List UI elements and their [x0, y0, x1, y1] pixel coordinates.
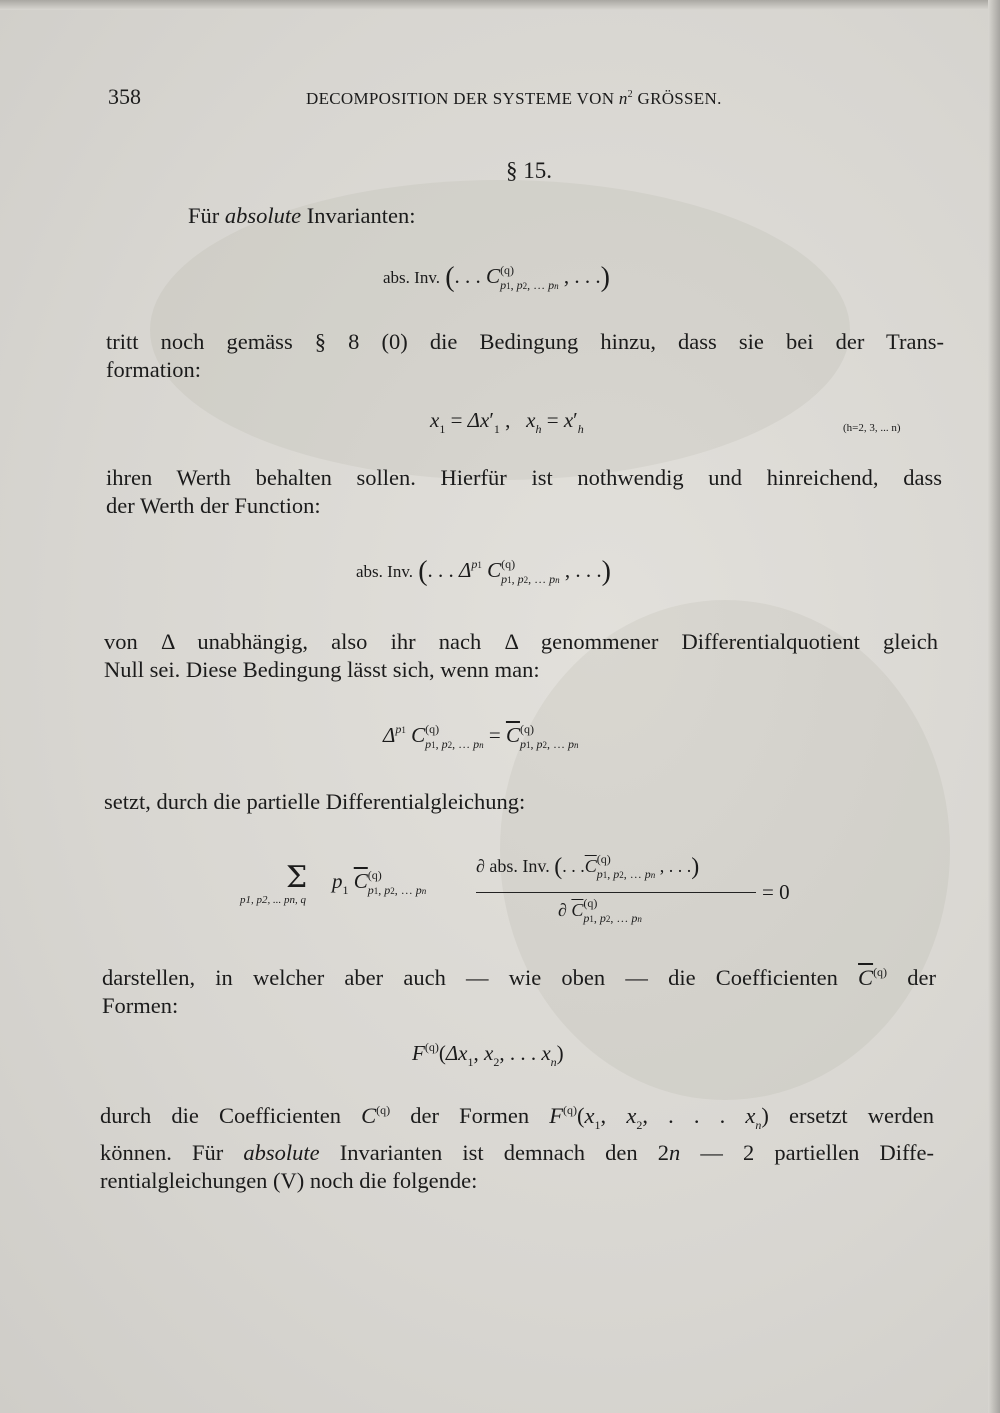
text-line: formation:	[106, 357, 201, 382]
formula-denominator: ∂ $\overline{C}^{(q)}_{p1, p2, \dots pn}$	[558, 896, 642, 925]
text-line: der Werth der Function:	[106, 493, 321, 518]
paragraph-5	[102, 958, 936, 1020]
paragraph-4: setzt, durch die partielle Differentialgleichung:	[104, 789, 526, 814]
formula-rhs: = 0	[762, 880, 790, 904]
text-line: tritt noch gemäss § 8 (0) die Bedingung hinzu, dass sie bei der Trans-	[106, 329, 944, 354]
text-line: Null sei. Diese Bedingung lässt sich, wenn man:	[104, 657, 540, 682]
formula-lhs: $p_1$ $\overline{C}^{(q)}_{p1, p2, \dots pn}$	[332, 868, 427, 897]
text-line: rentialgleichungen (V) noch die folgende:	[100, 1168, 478, 1193]
section-heading: § 15.	[506, 158, 552, 183]
formula-forms: $F^{(q)}(\Delta x_1$, $x_2$, . . . $x_n$)	[412, 1040, 564, 1069]
formula-pde	[236, 850, 816, 940]
text-line: durch die Coefficienten $C^{(q)}$ der Formen $F^{(q)}(x_1$, $x_2$, . . . $x_n$) ersetzt werden	[100, 1103, 935, 1132]
text-line: von Δ unabhängig, also ihr nach Δ genommener Differentialquotient gleich	[104, 629, 938, 654]
text-line: können. Für absolute Invarianten ist demnach den 2n — 2 partiellen Diffe-	[100, 1140, 935, 1165]
text-line: ihren Werth behalten sollen. Hierfür ist nothwendig und hinreichend, dass	[106, 465, 942, 490]
summation-sign: Σ	[286, 860, 308, 895]
paragraph-2	[106, 464, 942, 520]
formula-transformation: $x_1 = \Delta x'_1$ , $x_h = x'_h$	[430, 408, 584, 436]
scan-edge-right	[988, 0, 1000, 1413]
running-title: DECOMPOSITION DER SYSTEME VON $n^2$ GRÖSSEN.	[306, 89, 722, 108]
paragraph-1	[106, 328, 944, 384]
text-line: darstellen, in welcher aber auch — wie oben — die Coefficienten $\overline{C}^{(q)}$ der	[102, 965, 937, 990]
scan-edge-top	[0, 0, 1000, 10]
paragraph-3	[104, 628, 938, 684]
text-line: Formen:	[102, 993, 179, 1018]
page-number: 358	[108, 84, 141, 109]
intro-text: Für absolute Invarianten:	[188, 203, 416, 228]
paragraph-6	[100, 1096, 934, 1195]
sum-index: p1, p2, ... pn, q	[240, 894, 306, 906]
formula-numerator: ∂ abs. Inv. (. . $.\overline{C}^{(q)}_{p1, p2, \dots pn}$ , . . .)	[476, 852, 700, 881]
fraction-bar	[476, 892, 756, 893]
formula-range: (h=2, 3, ... n)	[843, 422, 901, 434]
formula-abs-inv-delta: abs. Inv. (. . . $\Delta^{p1}$ $C^{(q)}_{p1, p2, \dots pn}$ , . . .)	[356, 556, 611, 587]
formula-substitution: $\Delta^{p1}$ $C^{(q)}_{p1, p2, \dots pn} = \overline{C}^{(q)}_{p1, p2, \dots pn}$	[383, 722, 579, 751]
formula-abs-inv: abs. Inv. (. . . $C^{(q)}_{p1, p2, \dots pn}$ , . . .)	[383, 262, 610, 293]
